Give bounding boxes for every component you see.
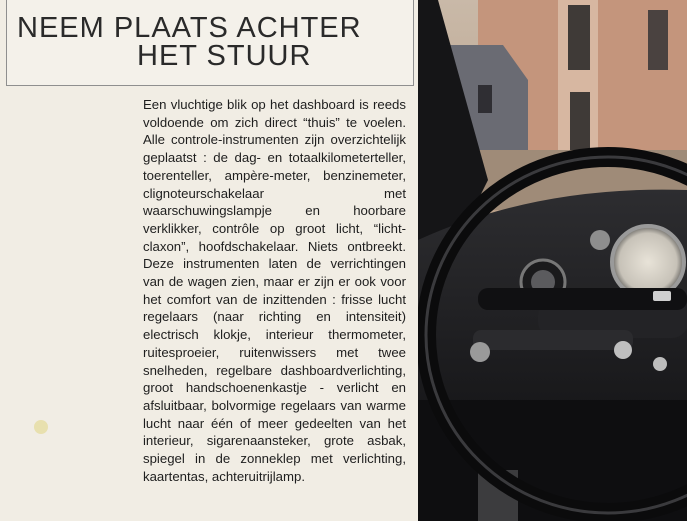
dashboard-photo xyxy=(418,0,687,521)
paper-stain xyxy=(34,420,48,434)
steering-wheel-illustration xyxy=(418,0,687,521)
body-paragraph: Een vluchtige blik op het dashboard is reeds voldoende om zich direct “thuis” te voelen. Alle controle-instrumenten zijn overzichtelijk geplaatst : de dag- en totaalkilometerteller, toerenteller, ampère-meter, benzinemeter, clignoteurschakelaar met waarschuwingslampje en hoorbare verklikker, contrôle op groot licht, “licht-claxon”, hoofdschakelaar. Niets ontbreekt. Deze instrumenten laten de verrichtingen van de wagen zien, maar er zijn er ook voor het comfort van de inzittenden : frisse lucht regelaars (naar richting en intensiteit) electrisch klokje, interieur thermometer, ruitesproeier, ruitenwissers met twee snelheden, regelbare dashboardverlichting, groot handschoenenkastje - verlicht en afsluitbaar, bolvormige regelaars van warme lucht naar één of meer gedeelten van het interieur, sigarenaansteker, grote asbak, spiegel in de zonneklep met verlichting, kaartentas, achteruitrijlamp. xyxy=(143,97,406,484)
title-box xyxy=(6,0,414,86)
title-line-2: HET STUUR xyxy=(137,40,312,72)
title-line-1: NEEM PLAATS ACHTER xyxy=(17,12,362,44)
